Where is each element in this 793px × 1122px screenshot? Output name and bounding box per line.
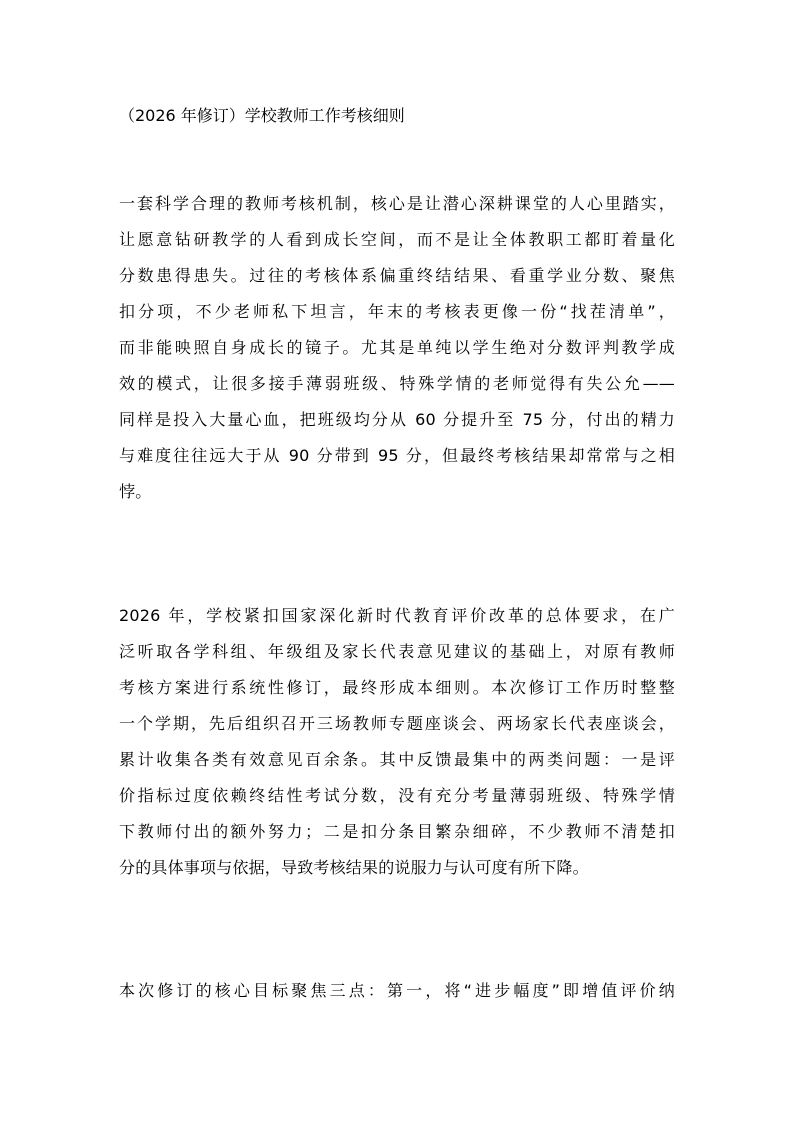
paragraph-line: 泛听取各学科组、年级组及家长代表意见建议的基础上，对原有教师 [119, 642, 675, 661]
paragraph-1 [119, 186, 675, 510]
paragraph-line: 一个学期，先后组织召开三场教师专题座谈会、两场家长代表座谈会， [119, 714, 675, 733]
paragraph-line: 让愿意钻研教学的人看到成长空间，而不是让全体教职工都盯着量化 [119, 230, 675, 249]
paragraph-line: 同样是投入大量心血，把班级均分从 60 分提升至 75 分，付出的精力 [119, 410, 675, 429]
document-title: （2026 年修订）学校教师工作考核细则 [119, 106, 405, 125]
paragraph-line: 效的模式，让很多接手薄弱班级、特殊学情的老师觉得有失公允—— [119, 374, 675, 393]
paragraph-line: 本次修订的核心目标聚焦三点：第一，将“进步幅度”即增值评价纳 [119, 981, 675, 1000]
paragraph-line: 分数患得患失。过往的考核体系偏重终结结果、看重学业分数、聚焦 [119, 266, 675, 285]
paragraph-line: 而非能映照自身成长的镜子。尤其是单纯以学生绝对分数评判教学成 [119, 338, 675, 357]
paragraph-line: 与难度往往远大于从 90 分带到 95 分，但最终考核结果却常常与之相 [119, 446, 675, 465]
paragraph-line: 下教师付出的额外努力；二是扣分条目繁杂细碎，不少教师不清楚扣 [119, 822, 675, 841]
paragraph-3 [119, 973, 675, 1009]
paragraph-line: 2026 年，学校紧扣国家深化新时代教育评价改革的总体要求，在广 [119, 606, 675, 625]
paragraph-line: 累计收集各类有效意见百余条。其中反馈最集中的两类问题：一是评 [119, 750, 675, 769]
paragraph-line: 悖。 [119, 482, 152, 501]
paragraph-2 [119, 598, 675, 886]
paragraph-line: 一套科学合理的教师考核机制，核心是让潜心深耕课堂的人心里踏实， [119, 194, 675, 213]
paragraph-line: 扣分项，不少老师私下坦言，年末的考核表更像一份“找茬清单”， [119, 302, 675, 321]
paragraph-line: 分的具体事项与依据，导致考核结果的说服力与认可度有所下降。 [119, 858, 589, 877]
paragraph-line: 考核方案进行系统性修订，最终形成本细则。本次修订工作历时整整 [119, 678, 675, 697]
paragraph-line: 价指标过度依赖终结性考试分数，没有充分考量薄弱班级、特殊学情 [119, 786, 675, 805]
